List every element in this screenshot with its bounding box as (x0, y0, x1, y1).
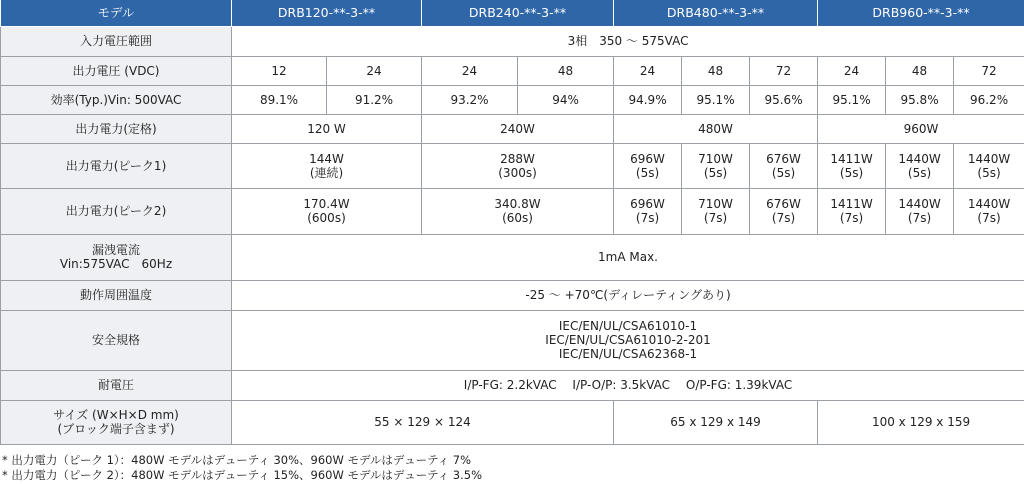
row-efficiency (1, 85, 1024, 114)
header-drb960: DRB960-**-3-** (818, 0, 1024, 26)
cell-value: 24 (327, 56, 422, 85)
row-label: 出力電力(ピーク2) (1, 188, 232, 234)
row-label: 漏洩電流 Vin:575VAC 60Hz (1, 234, 232, 280)
cell-value: 93.2% (422, 85, 518, 114)
row-label: 出力電圧 (VDC) (1, 56, 232, 85)
cell-value: 1411W (5s) (818, 143, 886, 188)
row-temperature (1, 280, 1024, 310)
cell-value: IEC/EN/UL/CSA61010-1 IEC/EN/UL/CSA61010-2-201 IEC/EN/UL/CSA62368-1 (232, 310, 1024, 370)
cell-value: 89.1% (232, 85, 327, 114)
footnote: * 出力電力（ピーク 2）：480W モデルはデューティ 15%、960W モデルはデューティ 3.5% (2, 468, 483, 482)
cell-value: 676W (7s) (750, 188, 818, 234)
row-label: 耐電圧 (1, 370, 232, 400)
cell-value: 72 (750, 56, 818, 85)
cell-value: 24 (422, 56, 518, 85)
header-row (1, 0, 1024, 26)
cell-value: 3相 350 ～ 575VAC (232, 26, 1024, 56)
cell-value: 95.1% (818, 85, 886, 114)
cell-value: 48 (886, 56, 954, 85)
row-label: 入力電圧範囲 (1, 26, 232, 56)
cell-value: 24 (614, 56, 682, 85)
row-label: サイズ (W×H×D mm) (ブロック端子含まず) (1, 400, 232, 444)
cell-value: 100 x 129 x 159 (818, 400, 1024, 444)
cell-value: 710W (7s) (682, 188, 750, 234)
row-safety (1, 310, 1024, 370)
header-drb480: DRB480-**-3-** (614, 0, 818, 26)
cell-value: 48 (682, 56, 750, 85)
cell-value: 72 (954, 56, 1024, 85)
row-leakage (1, 234, 1024, 280)
cell-value: 960W (818, 114, 1024, 143)
cell-value: 95.1% (682, 85, 750, 114)
row-label: 出力電力(定格) (1, 114, 232, 143)
row-label: 出力電力(ピーク1) (1, 143, 232, 188)
cell-value: I/P-FG: 2.2kVAC I/P-O/P: 3.5kVAC O/P-FG: 1.39kVAC (232, 370, 1024, 400)
cell-value: 1440W (5s) (886, 143, 954, 188)
cell-value: 55 × 129 × 124 (232, 400, 614, 444)
row-peak1 (1, 143, 1024, 188)
row-size (1, 400, 1024, 444)
cell-value: 676W (5s) (750, 143, 818, 188)
row-rated-power (1, 114, 1024, 143)
cell-value: 95.8% (886, 85, 954, 114)
cell-value: 91.2% (327, 85, 422, 114)
cell-value: 696W (5s) (614, 143, 682, 188)
cell-value: 12 (232, 56, 327, 85)
cell-value: 340.8W (60s) (422, 188, 614, 234)
row-peak2 (1, 188, 1024, 234)
cell-value: 94% (518, 85, 614, 114)
row-label: 効率(Typ.)Vin: 500VAC (1, 85, 232, 114)
cell-value: 1mA Max. (232, 234, 1024, 280)
header-drb120: DRB120-**-3-** (232, 0, 422, 26)
cell-value: 696W (7s) (614, 188, 682, 234)
cell-value: 95.6% (750, 85, 818, 114)
cell-value: 48 (518, 56, 614, 85)
row-output-voltage (1, 56, 1024, 85)
cell-value: 240W (422, 114, 614, 143)
cell-value: 1440W (7s) (954, 188, 1024, 234)
header-model: モデル (1, 0, 232, 26)
cell-value: 94.9% (614, 85, 682, 114)
cell-value: 120 W (232, 114, 422, 143)
cell-value: 96.2% (954, 85, 1024, 114)
row-withstand (1, 370, 1024, 400)
cell-value: 1411W (7s) (818, 188, 886, 234)
row-label: 安全規格 (1, 310, 232, 370)
cell-value: 65 x 129 x 149 (614, 400, 818, 444)
footnotes (2, 453, 482, 483)
row-label: 動作周囲温度 (1, 280, 232, 310)
footnote: * 出力電力（ピーク 1）：480W モデルはデューティ 30%、960W モデルはデューティ 7% (2, 453, 472, 467)
header-drb240: DRB240-**-3-** (422, 0, 614, 26)
cell-value: -25 ～ +70℃(ディレーティングあり) (232, 280, 1024, 310)
cell-value: 24 (818, 56, 886, 85)
cell-value: 1440W (7s) (886, 188, 954, 234)
cell-value: 144W (連続) (232, 143, 422, 188)
cell-value: 288W (300s) (422, 143, 614, 188)
cell-value: 1440W (5s) (954, 143, 1024, 188)
cell-value: 170.4W (600s) (232, 188, 422, 234)
row-input-voltage (1, 26, 1024, 56)
cell-value: 480W (614, 114, 818, 143)
cell-value: 710W (5s) (682, 143, 750, 188)
